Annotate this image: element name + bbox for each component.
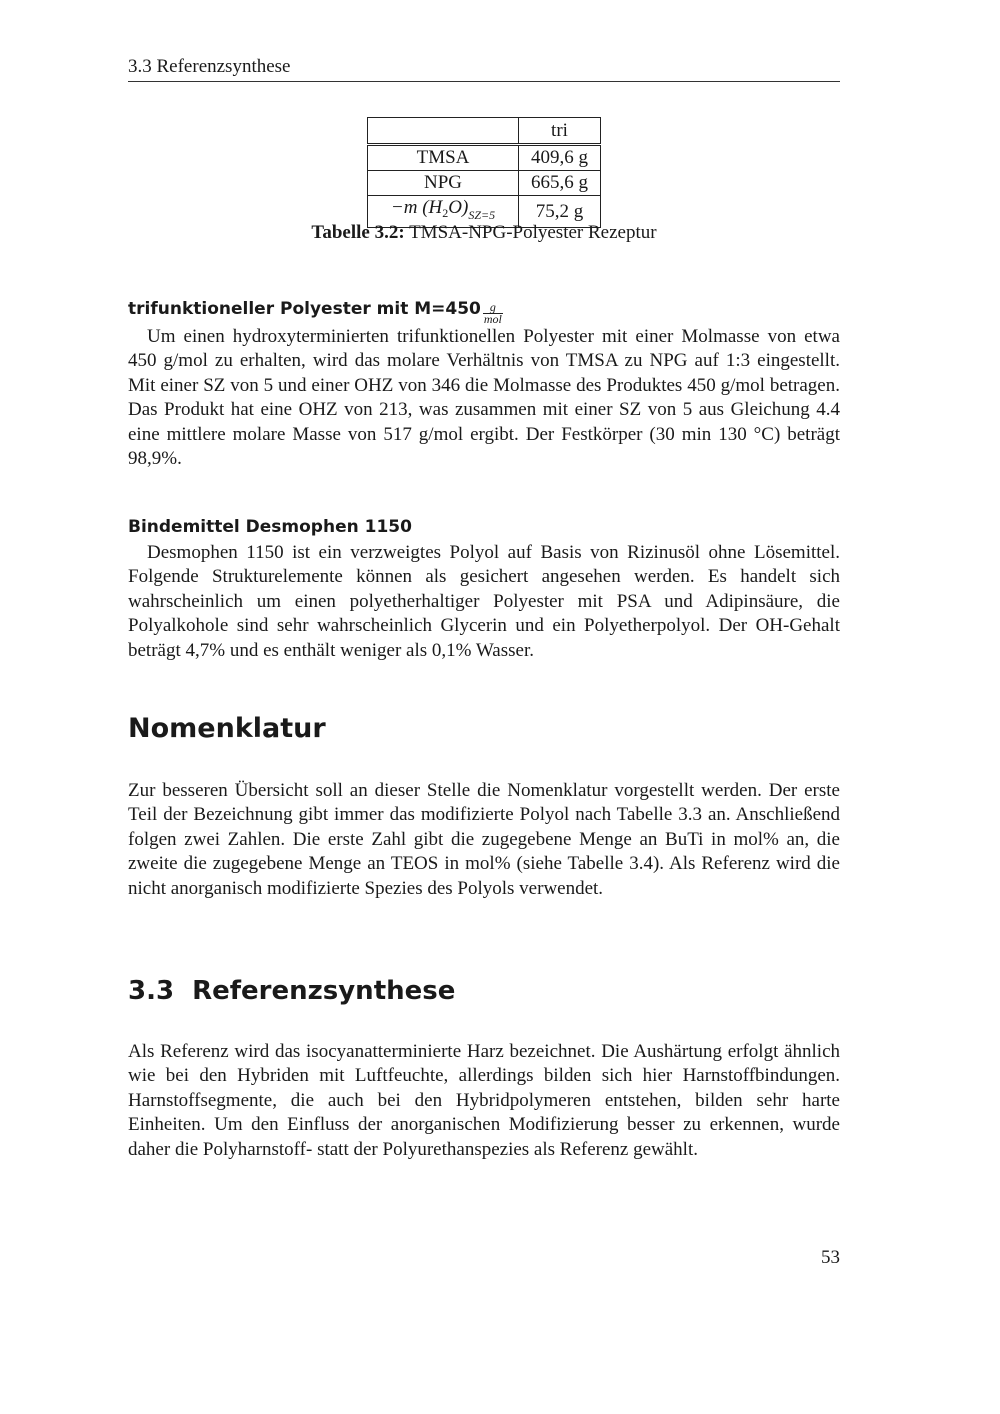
table-row-value: 409,6 g <box>519 145 601 171</box>
unit-numerator: g <box>483 302 503 314</box>
section-heading <box>128 976 455 1006</box>
table-caption-label: Tabelle 3.2: <box>311 222 405 243</box>
table-caption <box>0 222 968 244</box>
desmophen-heading: Bindemittel Desmophen 1150 <box>128 517 412 537</box>
unit-fraction <box>483 302 503 325</box>
table-row-value: 75,2 g <box>519 196 601 228</box>
unit-denominator: mol <box>483 312 502 326</box>
desmophen-paragraph: Desmophen 1150 ist ein verzweigtes Polyol auf Basis von Rizinusöl ohne Lösemittel. Folgende Strukturelemente können als gesichert angesehen werden. Es handelt sich wahrscheinlich um einen polyetherhaltiger Polyester mit PSA und Adipinsäure, die Polyalkohole sind sehr wahrscheinlich Glycerin und ein Polyetherpolyol. Der OH-Gehalt beträgt 4,7% und es enthält weniger als 0,1% Wasser. <box>128 542 840 661</box>
header-rule <box>128 81 840 82</box>
table-caption-text: TMSA-NPG-Polyester Rezeptur <box>409 222 657 243</box>
polyester-heading-text: trifunktioneller Polyester mit M=450 <box>128 299 481 319</box>
table-row <box>368 145 601 171</box>
nomenklatur-paragraph: Zur besseren Übersicht soll an dieser Stelle die Nomenklatur vorgestellt werden. Der erste Teil der Bezeichnung gibt immer das modifizierte Polyol nach Tabelle 3.3 an. Anschließend folgen zwei Zahlen. Die erste Zahl gibt die zugegebene Menge an BuTi in mol% an, die zweite die zugegebene Menge an TEOS in mol% (siehe Tabelle 3.4). Als Referenz wird die nicht anorganisch modifizierte Spezies des Polyols verwendet. <box>128 780 840 899</box>
formula-suffix: O) <box>448 197 469 218</box>
table-header-empty-cell <box>368 118 519 145</box>
formula-h2o-subscript: 2 <box>442 206 449 220</box>
formula-prefix: −m (H <box>390 197 443 218</box>
polyester-heading <box>128 299 503 325</box>
table-header-row <box>368 118 601 145</box>
page-number: 53 <box>821 1247 840 1268</box>
running-header: 3.3 Referenzsynthese <box>128 56 291 77</box>
table-row-label: TMSA <box>368 145 519 171</box>
section-number: 3.3 <box>128 976 175 1006</box>
recipe-table <box>367 117 601 228</box>
formula-subscript: SZ=5 <box>468 208 496 222</box>
table-column-header: tri <box>519 118 601 145</box>
table-row <box>368 171 601 196</box>
table-row-value: 665,6 g <box>519 171 601 196</box>
section-title: Referenzsynthese <box>192 976 456 1006</box>
polyester-paragraph: Um einen hydroxyterminierten trifunktionellen Polyester mit einer Molmasse von etwa 450 g/mol zu erhalten, wird das molare Verhältnis von TMSA zu NPG auf 1:3 eingestellt. Mit einer SZ von 5 und einer OHZ von 346 die Molmasse des Produktes 450 g/mol betragen. Das Produkt hat eine OHZ von 213, was zusammen mit einer SZ von 5 aus Gleichung 4.4 eine mittlere molare Masse von 517 g/mol ergibt. Der Festkörper (30 min 130 °C) beträgt 98,9%. <box>128 326 840 470</box>
referenz-paragraph: Als Referenz wird das isocyanatterminierte Harz bezeichnet. Die Aushärtung erfolgt ähnlich wie bei den Hybriden mit Luftfeuchte, allerdings bilden sich hier Harnstoffbindungen. Harnstoffsegmente, die auch bei den Hybridpolymeren entstehen, bilden sehr harte Einheiten. Um den Einfluss der anorganischen Modifizierung besser zu erkennen, wurde daher die Polyharnstoff- statt der Polyurethanspezies als Referenz gewählt. <box>128 1041 840 1160</box>
table-row-label: NPG <box>368 171 519 196</box>
nomenklatur-heading: Nomenklatur <box>128 713 326 744</box>
